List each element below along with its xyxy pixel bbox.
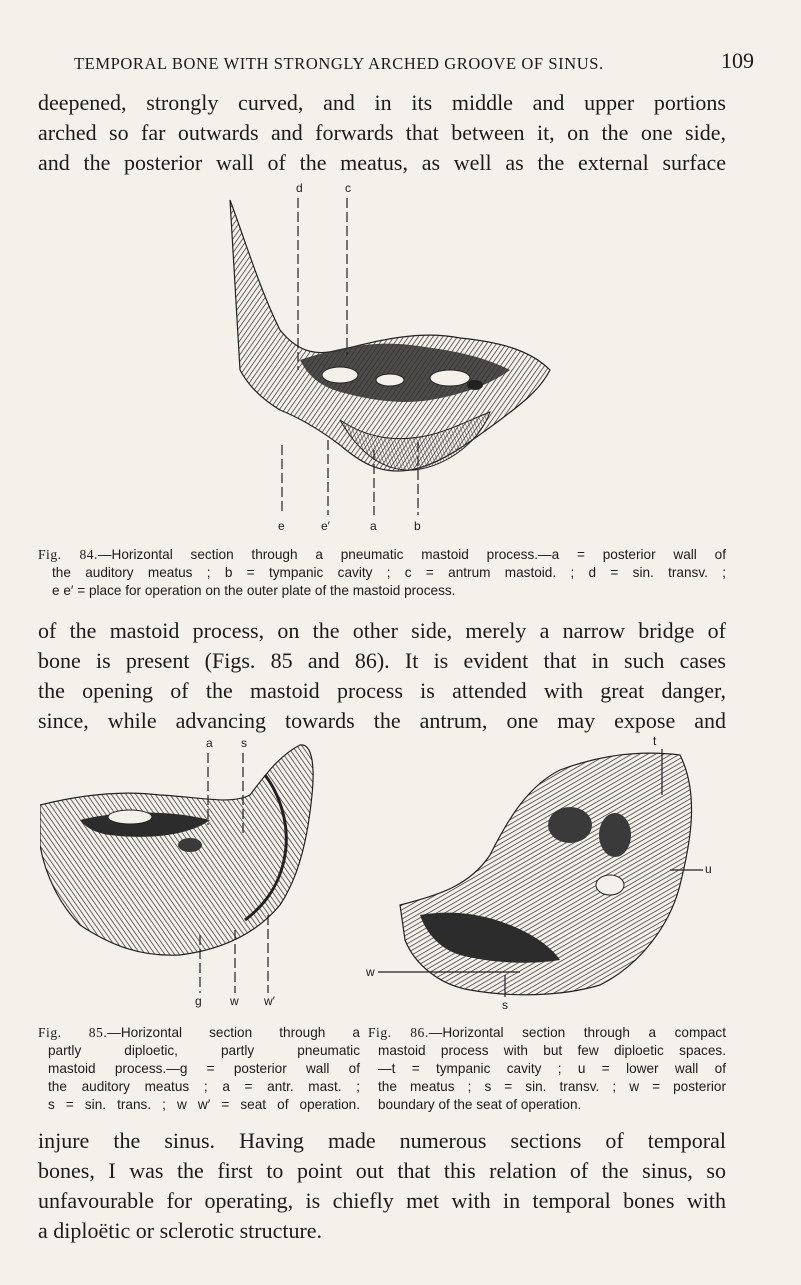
caption-line: —Horizontal section through a xyxy=(107,1025,360,1040)
fig84-label-e-prime: e′ xyxy=(321,519,330,533)
text-line: arched so far outwards and forwards that between it, on the one side, xyxy=(38,120,726,145)
caption-line: e e′ = place for operation on the outer plate of the mastoid process. xyxy=(52,583,456,598)
fig86-label-t: t xyxy=(653,734,657,748)
figure-85 xyxy=(40,735,360,1015)
text-line: deepened, strongly curved, and in its middle and upper portions xyxy=(38,90,726,115)
fig86-label-u: u xyxy=(705,862,712,876)
figure-84 xyxy=(220,180,590,540)
fig84-caption xyxy=(38,546,726,600)
caption-line: the meatus ; s = sin. transv. ; w = posterior xyxy=(378,1079,726,1094)
text-line: since, while advancing towards the antrum, one may expose and xyxy=(38,708,726,733)
text-line: the opening of the mastoid process is attended with great danger, xyxy=(38,678,726,703)
caption-line: boundary of the seat of operation. xyxy=(378,1097,582,1112)
fig85-label-w-prime: w′ xyxy=(264,994,275,1008)
fig85-label-g: g xyxy=(195,994,202,1008)
fig86-label-s: s xyxy=(502,998,508,1012)
text-line: and the posterior wall of the meatus, as well as the external surface xyxy=(38,150,726,175)
text-line: injure the sinus. Having made numerous sections of temporal xyxy=(38,1128,726,1153)
figure-86 xyxy=(360,735,730,1015)
fig86-illustration xyxy=(360,735,730,997)
caption-line: —Horizontal section through a pneumatic mastoid process.—a = posterior wall of xyxy=(97,547,726,562)
text-line: of the mastoid process, on the other side, merely a narrow bridge of xyxy=(38,618,726,643)
caption-line: mastoid process with but few diploetic spaces. xyxy=(378,1043,726,1058)
fig86-caption-label: Fig. 86. xyxy=(368,1025,429,1040)
page-number: 109 xyxy=(721,48,754,73)
caption-line: mastoid process.—g = posterior wall of xyxy=(48,1061,360,1076)
fig86-caption xyxy=(368,1024,726,1114)
text-line: bone is present (Figs. 85 and 86). It is evident that in such cases xyxy=(38,648,726,673)
fig84-label-b: b xyxy=(414,519,421,533)
fig84-label-d: d xyxy=(296,181,303,195)
caption-line: —t = tympanic cavity ; u = lower wall of xyxy=(378,1061,726,1076)
caption-line: s = sin. trans. ; w w′ = seat of operation. xyxy=(48,1097,360,1112)
text-line: a diploëtic or sclerotic structure. xyxy=(38,1218,323,1243)
fig84-label-c: c xyxy=(345,181,351,195)
fig84-caption-label: Fig. 84. xyxy=(38,547,98,562)
running-header xyxy=(74,40,754,80)
caption-line: the auditory meatus ; a = antr. mast. ; xyxy=(48,1079,360,1094)
header-title: TEMPORAL BONE WITH STRONGLY ARCHED GROOVE OF SINUS. xyxy=(74,54,604,73)
caption-line: the auditory meatus ; b = tympanic cavity ; c = antrum mastoid. ; d = sin. transv. ; xyxy=(52,565,726,580)
text-line: bones, I was the first to point out that this relation of the sinus, so xyxy=(38,1158,726,1183)
caption-line: —Horizontal section through a compact xyxy=(428,1025,726,1040)
fig85-label-s: s xyxy=(241,736,247,750)
fig84-illustration xyxy=(220,180,590,540)
fig85-caption-label: Fig. 85. xyxy=(38,1025,108,1040)
fig84-label-e: e xyxy=(278,519,285,533)
text-line: unfavourable for operating, is chiefly met with in temporal bones with xyxy=(38,1188,726,1213)
fig84-label-a: a xyxy=(370,519,377,533)
fig85-label-a: a xyxy=(206,736,213,750)
fig85-label-w: w xyxy=(230,994,239,1008)
fig85-caption xyxy=(38,1024,360,1114)
fig86-label-w: w xyxy=(366,965,375,979)
fig85-illustration xyxy=(40,735,360,995)
caption-line: partly diploetic, partly pneumatic xyxy=(48,1043,360,1058)
